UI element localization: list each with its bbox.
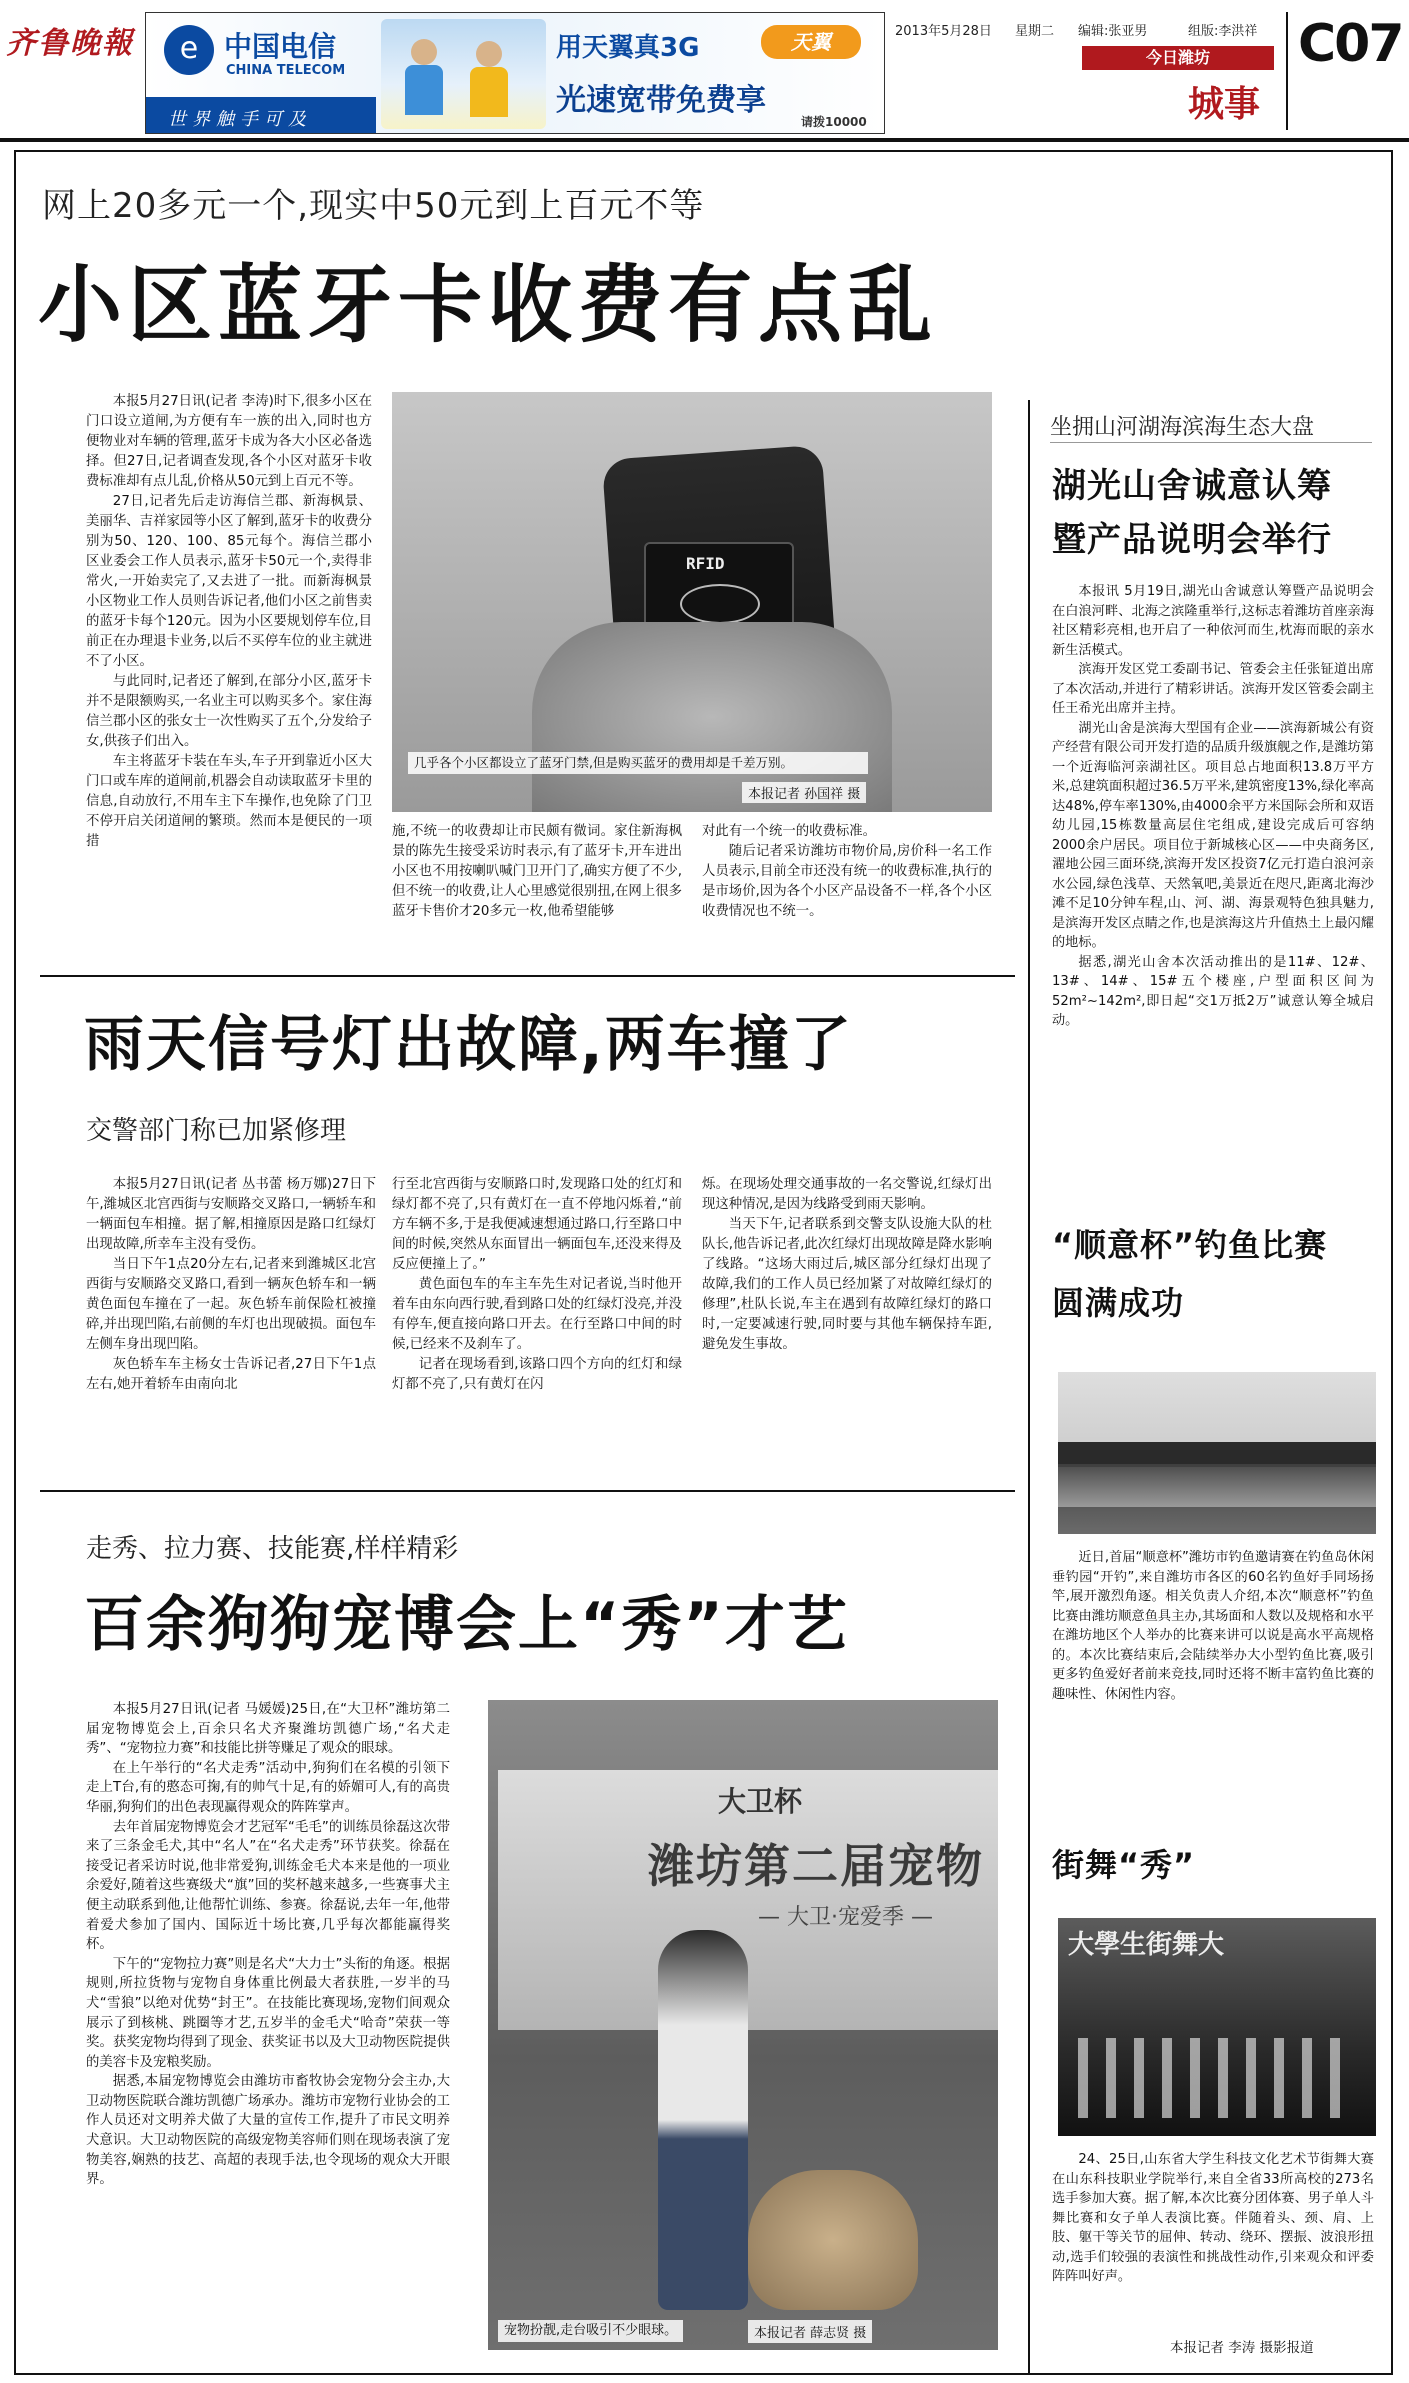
lead-photo-caption: 几乎各个小区都设立了蓝牙门禁,但是购买蓝牙的费用却是千差万别。 bbox=[408, 752, 868, 774]
article3-paragraph: 本报5月27日讯(记者 马媛媛)25日,在“大卫杯”潍坊第二届宠物博览会上,百余只名犬齐聚潍坊凯德广场,“名犬走秀”、“宠物拉力赛”和技能比拼等赚足了观众的眼球。 bbox=[86, 1702, 450, 1757]
sidebar-story1-paragraph: 湖光山舍是滨海大型国有企业——滨海新城公有资产经营有限公司开发打造的品质升级旗舰之作,是潍坊第一个近海临河亲湖社区。项目总占地面积13.8万平方米,总建筑面积超过36.5万平米,建筑密度13%,绿化率高达48%,停车率130%,由4000余平方米国际会所和双语幼儿园,15栋数量高层住宅组成,建设完成后可容纳2000余户居民。项目位于新城核心区——中央商务区,濯地公园三面环绕,滨海开发区投资7亿元打造白浪河亲水公园,绿色浅草、天然氧吧,美景近在咫尺,距离北海沙滩不足10分钟车程,山、河、湖、海景观特色独具魅力,是滨海开发区点睛之作,也是滨海这片升值热土上最闪耀的地标。 bbox=[1052, 720, 1374, 950]
section-title: 城事 bbox=[1188, 83, 1261, 125]
ad-subline: 光速宽带免费享 bbox=[556, 83, 766, 118]
paper-logo: 齐鲁晚報 bbox=[6, 26, 134, 61]
sidebar-story3-credit: 本报记者 李涛 摄影报道 bbox=[1170, 2340, 1314, 2356]
treeline bbox=[1058, 1442, 1376, 1464]
rfid-label: RFID bbox=[686, 554, 725, 573]
article2-paragraph: 记者在现场看到,该路口四个方向的红灯和绿灯都不亮了,只有黄灯在闪 bbox=[392, 1357, 682, 1392]
sidebar-story2-title-line2: 圆满成功 bbox=[1052, 1284, 1185, 1322]
sidebar-story1-kicker: 坐拥山河湖海滨海生态大盘 bbox=[1050, 415, 1315, 440]
article3-body bbox=[86, 1700, 450, 2360]
article3-paragraph: 去年首届宠物博览会才艺冠军“毛毛”的训练员徐磊这次带来了三条金毛犬,其中“名人”在“名犬走秀”环节获奖。徐磊在接受记者采访时说,他非常爱狗,训练金毛犬本来是他的一项业余爱好,随着这些赛级犬“旗”回的奖杯越来越多,一些赛事犬主便主动联系到他,让他帮忙训练、参赛。徐磊说,去年一年,他带着爱犬参加了国内、国际近十场比赛,几乎每次都能赢得奖杯。 bbox=[86, 1819, 450, 1953]
article2-column-1 bbox=[86, 1175, 376, 1475]
expo-banner-sub: — 大卫·宠爱季 — bbox=[758, 1905, 933, 1930]
sidebar-story2-photo-lake bbox=[1058, 1372, 1376, 1534]
article2-paragraph: 烁。在现场处理交通事故的一名交警说,红绿灯出现这种情况,是因为线路受到雨天影响。 bbox=[702, 1177, 992, 1212]
ad-hotline: 请拨10000 bbox=[801, 115, 867, 129]
sidebar-story1-paragraph: 滨海开发区党工委副书记、管委会主任张钲道出席了本次活动,并进行了精彩讲话。滨海开发区管委会副主任王希光出席并主持。 bbox=[1052, 662, 1374, 716]
article3-photo-pet-expo bbox=[488, 1700, 998, 2350]
sidebar-story1-paragraph: 据悉,湖光山舍本次活动推出的是11#、12#、13#、14#、15#五个楼座,户型面积区间为52m²~142m²,即日起“交1万抵2万”诚意认筹全城启动。 bbox=[1052, 954, 1374, 1028]
article3-kicker: 走秀、拉力赛、技能赛,样样精彩 bbox=[86, 1534, 459, 1564]
issue-date: 2013年5月28日 bbox=[895, 24, 992, 39]
sidebar-story1-title-line1: 湖光山舍诚意认筹 bbox=[1052, 466, 1332, 506]
lead-paragraph: 施,不统一的收费却让市民颇有微词。家住新海枫景的陈先生接受采访时表示,有了蓝牙卡,开车进出小区也不用按喇叭喊门卫开门了,确实方便了不少,但不统一的收费,让人心里感觉很别扭,在网上很多蓝牙卡售价才20多元一枚,他希望能够 bbox=[392, 824, 682, 919]
article2-paragraph: 行至北宫西街与安顺路口时,发现路口处的红灯和绿灯都不亮了,只有黄灯在一直不停地闪烁着,“前方车辆不多,于是我便减速想通过路口,行至路口中间的时候,突然从东面冒出一辆面包车,还没来得及反应便撞上了。” bbox=[392, 1177, 682, 1272]
section-tag: 今日潍坊 bbox=[1082, 46, 1274, 70]
article3-paragraph: 据悉,本届宠物博览会由潍坊市畜牧协会宠物分会主办,大卫动物医院联合潍坊凯德广场承办。潍坊市宠物行业协会的工作人员还对文明养犬做了大量的宣传工作,提升了市民文明养犬意识。大卫动物医院的高级宠物美容师们则在现场表演了宠物美容,娴熟的技艺、高超的表现手法,也令现场的观众大开眼界。 bbox=[86, 2074, 450, 2188]
advertisement-banner bbox=[145, 12, 885, 134]
issue-weekday: 星期二 bbox=[1015, 24, 1055, 39]
lead-photo-rfid-reader bbox=[392, 392, 992, 812]
article2-paragraph: 当天下午,记者联系到交警支队设施大队的杜队长,他告诉记者,此次红绿灯出现故障是降水影响了线路。“这场大雨过后,城区部分红绿灯出现了故障,我们的工作人员已经加紧了对故障红绿灯的修理”,杜队长说,车主在遇到有故障红绿灯的路口时,一定要减速行驶,同时要与其他车辆保持车距,避免发生事故。 bbox=[702, 1217, 992, 1352]
lead-column-3 bbox=[702, 822, 992, 962]
ad-people-image bbox=[381, 19, 546, 129]
sidebar-story2-title-line1: “顺意杯”钓鱼比赛 bbox=[1052, 1226, 1328, 1264]
article3-photo-caption: 宠物扮靓,走台吸引不少眼球。 bbox=[498, 2320, 683, 2342]
ad-brand-cn: 中国电信 bbox=[224, 30, 337, 63]
expo-banner-brand: 大卫杯 bbox=[718, 1785, 803, 1818]
sidebar-story3-paragraph: 24、25日,山东省大学生科技文化艺术节街舞大赛在山东科技职业学院举行,来自全省33所高校的273名选手参加大赛。据了解,本次比赛分团体赛、男子单人斗舞比赛和女子单人表演比赛。伴随着头、颈、肩、上肢、躯干等关节的屈伸、转动、绕环、摆振、波浪形扭动,选手们较强的表演性和挑战性动作,引来观众和评委阵阵叫好声。 bbox=[1052, 2152, 1374, 2284]
ad-brand-en: CHINA TELECOM bbox=[226, 63, 346, 78]
lead-column-1 bbox=[86, 392, 372, 952]
sidebar-story1-body bbox=[1052, 582, 1374, 1102]
masthead bbox=[0, 0, 1409, 142]
editor-credit: 编辑:张亚男 bbox=[1078, 24, 1148, 39]
model-figure bbox=[658, 1930, 748, 2310]
expo-banner-title: 潍坊第二届宠物 bbox=[648, 1839, 984, 1893]
article2-subheadline: 交警部门称已加紧修理 bbox=[86, 1116, 347, 1146]
ad-headline: 用天翼真3G bbox=[556, 33, 700, 63]
article2-headline: 雨天信号灯出故障,两车撞了 bbox=[84, 1010, 853, 1080]
sidebar-story3-body bbox=[1052, 2150, 1374, 2330]
article2-paragraph: 黄色面包车的车主车先生对记者说,当时他开着车由东向西行驶,看到路口处的红绿灯没亮,并没有停车,便直接向路口开去。在行至路口中间的时候,已经来不及刹车了。 bbox=[392, 1277, 682, 1352]
lead-paragraph: 对此有一个统一的收费标准。 bbox=[702, 824, 877, 839]
lead-kicker: 网上20多元一个,现实中50元到上百元不等 bbox=[42, 186, 705, 226]
dog-figure bbox=[748, 2170, 918, 2310]
sidebar-story3-title: 街舞“秀” bbox=[1052, 1846, 1196, 1884]
sidebar-story2-paragraph: 近日,首届“顺意杯”潍坊市钓鱼邀请赛在钓鱼岛休闲垂钓园“开钓”,来自潍坊市各区的60名钓鱼好手同场扬竿,展开激烈角逐。相关负责人介绍,本次“顺意杯”钓鱼比赛由潍坊顺意鱼具主办,其场面和人数以及规格和水平在潍坊地区个人举办的比赛来讲可以说是高水平高规格的。本次比赛结束后,会陆续举办大小型钓鱼比赛,吸引更多钓鱼爱好者前来竞技,同时还将不断丰富钓鱼比赛的趣味性、休闲性内容。 bbox=[1052, 1550, 1374, 1702]
dancers bbox=[1078, 2038, 1358, 2118]
dance-banner: 大學生街舞大 bbox=[1068, 1930, 1225, 1960]
lead-photo-credit: 本报记者 孙国祥 摄 bbox=[742, 782, 866, 803]
layout-credit: 组版:李洪祥 bbox=[1188, 24, 1258, 39]
lead-headline: 小区蓝牙卡收费有点乱 bbox=[38, 256, 939, 354]
article2-paragraph: 当日下午1点20分左右,记者来到潍城区北宫西街与安顺路交叉路口,看到一辆灰色轿车和一辆黄色面包车撞在了一起。灰色轿车前保险杠被撞碎,并出现凹陷,右前侧的车灯也出现破损。面包车左侧车身出现凹陷。 bbox=[86, 1257, 376, 1352]
sidebar-divider bbox=[1028, 400, 1030, 2375]
article3-paragraph: 在上午举行的“名犬走秀”活动中,狗狗们在名模的引领下走上T台,有的憨态可掬,有的帅气十足,有的娇媚可人,有的高贵华丽,狗狗们的出色表现赢得观众的阵阵掌声。 bbox=[86, 1760, 450, 1815]
article3-headline: 百余狗狗宠博会上“秀”才艺 bbox=[84, 1590, 849, 1660]
sidebar-story1-title-line2: 暨产品说明会举行 bbox=[1052, 520, 1332, 560]
article2-paragraph: 本报5月27日讯(记者 丛书蕾 杨万娜)27日下午,潍城区北宫西街与安顺路交叉路口,一辆轿车和一辆面包车相撞。据了解,相撞原因是路口红绿灯出现故障,所幸车主没有受伤。 bbox=[86, 1177, 376, 1252]
article2-paragraph: 灰色轿车车主杨女士告诉记者,27日下午1点左右,她开着轿车由南向北 bbox=[86, 1357, 376, 1392]
telecom-logo-icon: e bbox=[164, 25, 214, 75]
article3-paragraph: 下午的“宠物拉力赛”则是名犬“大力士”头衔的角逐。根据规则,所拉货物与宠物自身体重比例最大者获胜,一岁半的马犬“雪狼”以绝对优势“封王”。在技能比赛现场,宠物们间观众展示了到核桃、跳圈等才艺,五岁半的金毛犬“哈奇”荣获一等奖。获奖宠物均得到了现金、获奖证书以及大卫动物医院提供的美容卡及宠粮奖励。 bbox=[86, 1956, 450, 2070]
lead-column-2 bbox=[392, 822, 682, 962]
section-divider bbox=[40, 1490, 1015, 1492]
ad-product-logo: 天翼 bbox=[761, 25, 861, 59]
article2-column-3 bbox=[702, 1175, 992, 1475]
sidebar-rule bbox=[1050, 442, 1372, 443]
section-divider bbox=[40, 975, 1015, 977]
lead-paragraph: 随后记者采访潍坊市物价局,房价科一名工作人员表示,目前全市还没有统一的收费标准,执行的是市场价,因为各个小区产品设备不一样,各个小区收费情况也不统一。 bbox=[702, 844, 992, 919]
sidebar-story1-paragraph: 本报讯 5月19日,湖光山舍诚意认筹暨产品说明会在白浪河畔、北海之滨隆重举行,这标志着潍坊首座亲海社区精彩亮相,也开启了一种依河而生,枕海而眠的亲水新生活模式。 bbox=[1052, 584, 1374, 658]
article2-column-2 bbox=[392, 1175, 682, 1475]
ad-slogan: 世界触手可及 bbox=[168, 109, 312, 130]
lead-paragraph: 27日,记者先后走访海信兰郡、新海枫景、美丽华、吉祥家园等小区了解到,蓝牙卡的收费分别为50、120、100、85元每个。海信兰郡小区业委会工作人员表示,蓝牙卡50元一个,卖得非常火,一开始卖完了,又去进了一批。而新海枫景小区物业工作人员则告诉记者,他们小区之前售卖的蓝牙卡每个120元。因为小区要规划停车位,目前正在办理退卡业务,以后不买停车位的业主就进不了小区。 bbox=[86, 494, 372, 669]
lead-paragraph: 本报5月27日讯(记者 李涛)时下,很多小区在门口设立道闸,为方便有车一族的出入,同时也方便物业对车辆的管理,蓝牙卡成为各大小区必备选择。但27日,记者调查发现,各个小区对蓝牙卡收费标准却有点儿乱,价格从50元到上百元不等。 bbox=[86, 394, 372, 489]
lead-paragraph: 车主将蓝牙卡装在车头,车子开到靠近小区大门口或车库的道闸前,机器会自动读取蓝牙卡里的信息,自动放行,不用车主下车操作,也免除了门卫不停开启关闭道闸的繁琐。然而本是便民的一项措 bbox=[86, 754, 372, 849]
reflection bbox=[1058, 1467, 1376, 1507]
page-number: C07 bbox=[1298, 14, 1403, 74]
sidebar-story2-body bbox=[1052, 1548, 1374, 1788]
lead-paragraph: 与此同时,记者还了解到,在部分小区,蓝牙卡并不是限额购买,一名业主可以购买多个。家住海信兰郡小区的张女士一次性购买了五个,分发给子女,供孩子们出入。 bbox=[86, 674, 372, 749]
article3-photo-credit: 本报记者 薛志贤 摄 bbox=[748, 2320, 872, 2343]
page-number-divider bbox=[1286, 12, 1288, 130]
sidebar-story3-photo-dance bbox=[1058, 1918, 1376, 2136]
